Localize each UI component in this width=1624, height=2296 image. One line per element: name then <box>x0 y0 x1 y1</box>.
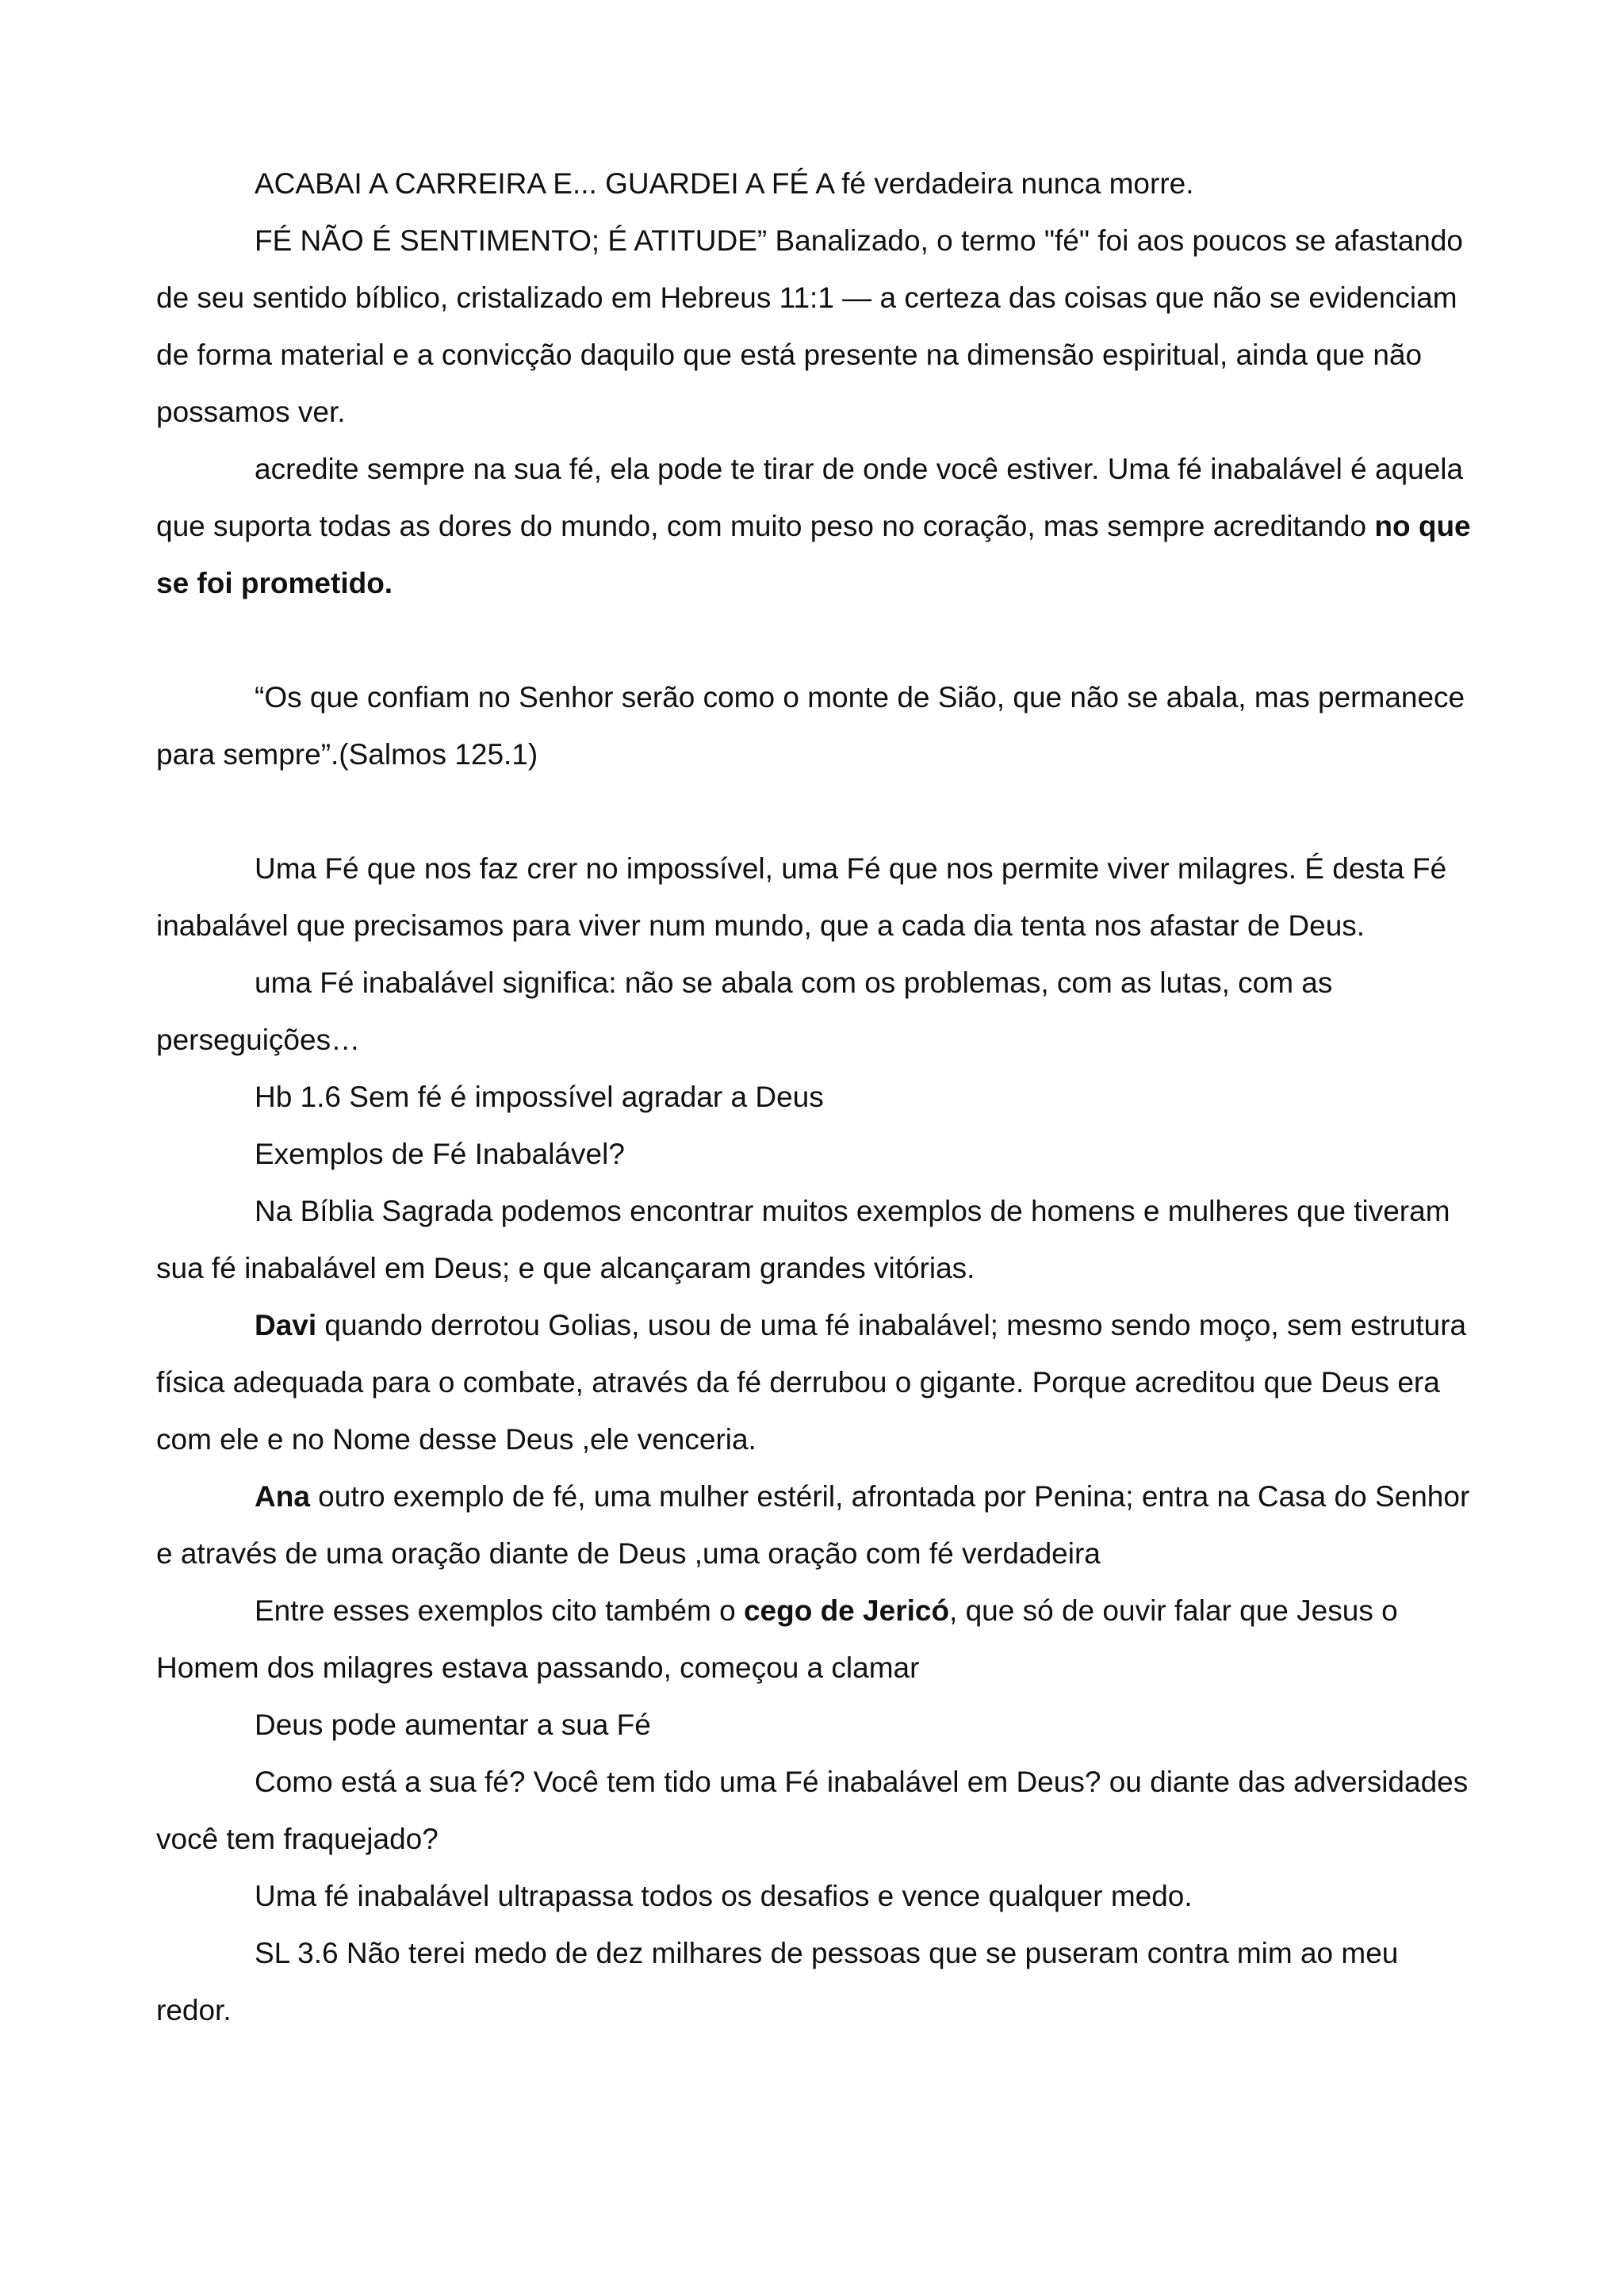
bold-text-run: cego de Jericó <box>743 1594 950 1627</box>
text-run: Como está a sua fé? Você tem tido uma Fé inabalável em Deus? ou diante das adversidades você tem fraquejado? <box>156 1766 1469 1855</box>
paragraph-believe-always <box>156 441 1480 612</box>
bold-text-run: Davi <box>255 1309 317 1341</box>
text-run: Exemplos de Fé Inabalável? <box>255 1138 625 1170</box>
text-run: outro exemplo de fé, uma mulher estéril, afrontada por Penina; entra na Casa do Senhor e através de uma oração diante de Deus ,uma oração com fé verdadeira <box>156 1480 1470 1570</box>
text-run: ACABAI A CARREIRA E... GUARDEI A FÉ A fé verdadeira nunca morre. <box>255 167 1194 200</box>
paragraph-unshakable-meaning <box>156 955 1480 1069</box>
paragraph-how-is-your-faith <box>156 1754 1480 1868</box>
paragraph-title <box>156 155 1480 212</box>
paragraph-ana <box>156 1468 1480 1582</box>
text-run: “Os que confiam no Senhor serão como o monte de Sião, que não se abala, mas permanece para sempre”.(Salmos 125.1) <box>156 681 1465 771</box>
paragraph-davi <box>156 1297 1480 1468</box>
text-run: uma Fé inabalável significa: não se abala com os problemas, com as lutas, com as perseguições… <box>156 966 1333 1056</box>
text-run: acredite sempre na sua fé, ela pode te tirar de onde você estiver. Uma fé inabalável é aquela que suporta todas as dores do mundo, com muito peso no coração, mas sempre acreditando <box>156 453 1464 542</box>
paragraph-god-increase-faith <box>156 1697 1480 1754</box>
document-body <box>156 155 1480 2039</box>
text-run: Na Bíblia Sagrada podemos encontrar muitos exemplos de homens e mulheres que tiveram sua fé inabalável em Deus; e que alcançaram grandes vitórias. <box>156 1195 1450 1284</box>
text-run: Uma fé inabalável ultrapassa todos os desafios e vence qualquer medo. <box>255 1880 1193 1912</box>
paragraph-faith-impossible <box>156 840 1480 955</box>
text-run: Hb 1.6 Sem fé é impossível agradar a Deus <box>255 1081 824 1113</box>
text-run: quando derrotou Golias, usou de uma fé inabalável; mesmo sendo moço, sem estrutura física adequada para o combate, através da fé derrubou o gigante. Porque acreditou que Deus era com ele e no Nome desse Deus ,ele venceria. <box>156 1309 1467 1456</box>
paragraph-hebrews-verse <box>156 1069 1480 1126</box>
text-run: FÉ NÃO É SENTIMENTO; É ATITUDE” Banalizado, o termo "fé" foi aos poucos se afastando de seu sentido bíblico, cristalizado em Hebreus 11:1 — a certeza das coisas que não se evidenciam de forma material e a convicção daquilo que está presente na dimensão espiritual, ainda que não possamos ver. <box>156 224 1464 428</box>
bold-text-run: Ana <box>255 1480 310 1513</box>
paragraph-bible-examples <box>156 1183 1480 1297</box>
paragraph-examples-heading <box>156 1126 1480 1183</box>
paragraph-overcomes-challenges <box>156 1868 1480 1925</box>
paragraph-psalm-quote <box>156 669 1480 783</box>
paragraph-faith-not-feeling <box>156 212 1480 441</box>
bold-text-run: no que se foi prometido. <box>156 510 1471 599</box>
paragraph-blind-jericho <box>156 1582 1480 1697</box>
text-run: , que só de ouvir falar que Jesus o Homem dos milagres estava passando, começou a clamar <box>156 1594 1398 1684</box>
text-run: Entre esses exemplos cito também o <box>255 1594 744 1627</box>
paragraph-psalm-3-6 <box>156 1925 1480 2039</box>
text-run: Uma Fé que nos faz crer no impossível, uma Fé que nos permite viver milagres. É desta Fé inabalável que precisamos para viver num mundo, que a cada dia tenta nos afastar de Deus. <box>156 852 1447 942</box>
text-run: SL 3.6 Não terei medo de dez milhares de pessoas que se puseram contra mim ao meu redor. <box>156 1937 1399 2026</box>
text-run: Deus pode aumentar a sua Fé <box>255 1709 651 1741</box>
